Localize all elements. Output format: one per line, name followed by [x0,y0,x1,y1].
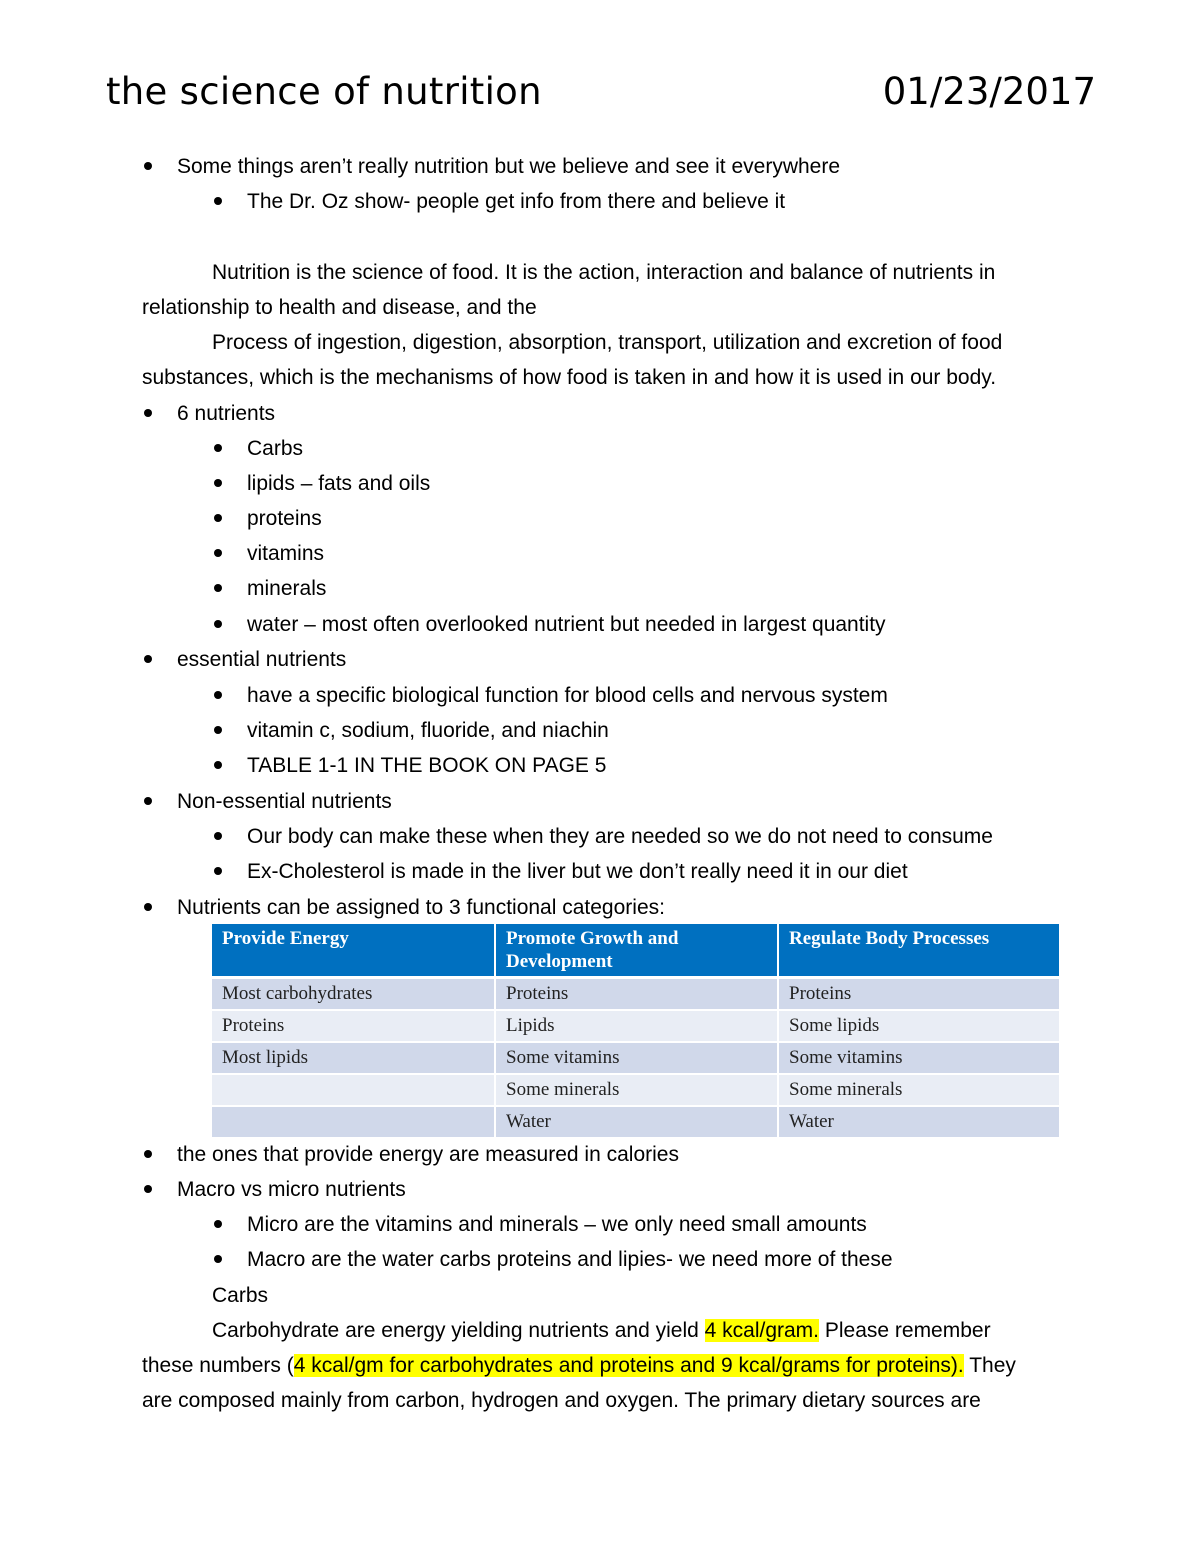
table-cell: Proteins [495,978,778,1011]
list-item: lipids – fats and oils [247,466,430,501]
table-cell: Some vitamins [778,1042,1059,1074]
table-cell: Lipids [495,1010,778,1042]
list-item: Non-essential nutrients [177,784,392,819]
list-item: Carbs [247,431,303,466]
functional-categories-table [212,924,1059,1137]
list-item: Our body can make these when they are needed so we do not need to consume [247,819,993,854]
highlighted-text: 4 kcal/gram. [704,1319,820,1342]
section-heading: Carbs [212,1284,269,1307]
text-run: Carbohydrate are energy yielding nutrients and yield [212,1319,705,1342]
list-item: vitamins [247,536,324,571]
list-item: have a specific biological function for blood cells and nervous system [247,678,888,713]
list-item: essential nutrients [177,642,346,677]
paragraph-line: are composed mainly from carbon, hydrogen and oxygen. The primary dietary sources are [142,1389,981,1412]
paragraph-line: Nutrition is the science of food. It is the action, interaction and balance of nutrients in [212,261,996,284]
table-row [212,1074,1059,1106]
table-header-row [212,924,1059,978]
table-cell: Proteins [212,1010,495,1042]
paragraph-line [212,1313,991,1348]
text-run: They [963,1354,1016,1377]
table-cell [212,1074,495,1106]
paragraph-line: relationship to health and disease, and the [142,296,537,319]
list-item: Micro are the vitamins and minerals – we only need small amounts [247,1207,867,1242]
table-cell [212,1106,495,1137]
list-item: Macro vs micro nutrients [177,1172,406,1207]
list-item: proteins [247,501,322,536]
table-row [212,978,1059,1011]
list-item: 6 nutrients [177,396,275,431]
table-cell: Water [495,1106,778,1137]
list-item: vitamin c, sodium, fluoride, and niachin [247,713,609,748]
paragraph-line: Process of ingestion, digestion, absorption, transport, utilization and excretion of food [212,331,1003,354]
list-item: Ex-Cholesterol is made in the liver but we don’t really need it in our diet [247,854,908,889]
table-row [212,1106,1059,1137]
table-cell: Proteins [778,978,1059,1011]
table-cell: Most lipids [212,1042,495,1074]
table-header-cell: Provide Energy [212,924,495,978]
list-item: water – most often overlooked nutrient but needed in largest quantity [247,607,886,642]
table-cell: Some lipids [778,1010,1059,1042]
table-cell: Some minerals [495,1074,778,1106]
list-item: Nutrients can be assigned to 3 functional categories: [177,890,665,925]
table-cell: Some minerals [778,1074,1059,1106]
table-header-cell: Promote Growth and Development [495,924,778,978]
table-cell: Water [778,1106,1059,1137]
list-item: the ones that provide energy are measured in calories [177,1137,679,1172]
list-item: The Dr. Oz show- people get info from there and believe it [247,184,785,219]
table-row [212,1010,1059,1042]
text-run: Please remember [819,1319,991,1342]
list-item: Some things aren’t really nutrition but we believe and see it everywhere [177,149,840,184]
list-item: Macro are the water carbs proteins and lipies- we need more of these [247,1242,893,1277]
text-run: these numbers ( [142,1354,294,1377]
highlighted-text: 4 kcal/gm for carbohydrates and proteins and 9 kcal/grams for proteins). [293,1354,964,1377]
table-header-cell: Regulate Body Processes [778,924,1059,978]
paragraph-line: substances, which is the mechanisms of how food is taken in and how it is used in our body. [142,366,997,389]
list-item: minerals [247,571,326,606]
table-row [212,1042,1059,1074]
page-date: 01/23/2017 [882,70,1096,113]
list-item: TABLE 1-1 IN THE BOOK ON PAGE 5 [247,748,606,783]
table-cell: Some vitamins [495,1042,778,1074]
header [106,70,1096,120]
table-cell: Most carbohydrates [212,978,495,1011]
paragraph-line [142,1348,1016,1383]
page-title: the science of nutrition [106,70,542,113]
